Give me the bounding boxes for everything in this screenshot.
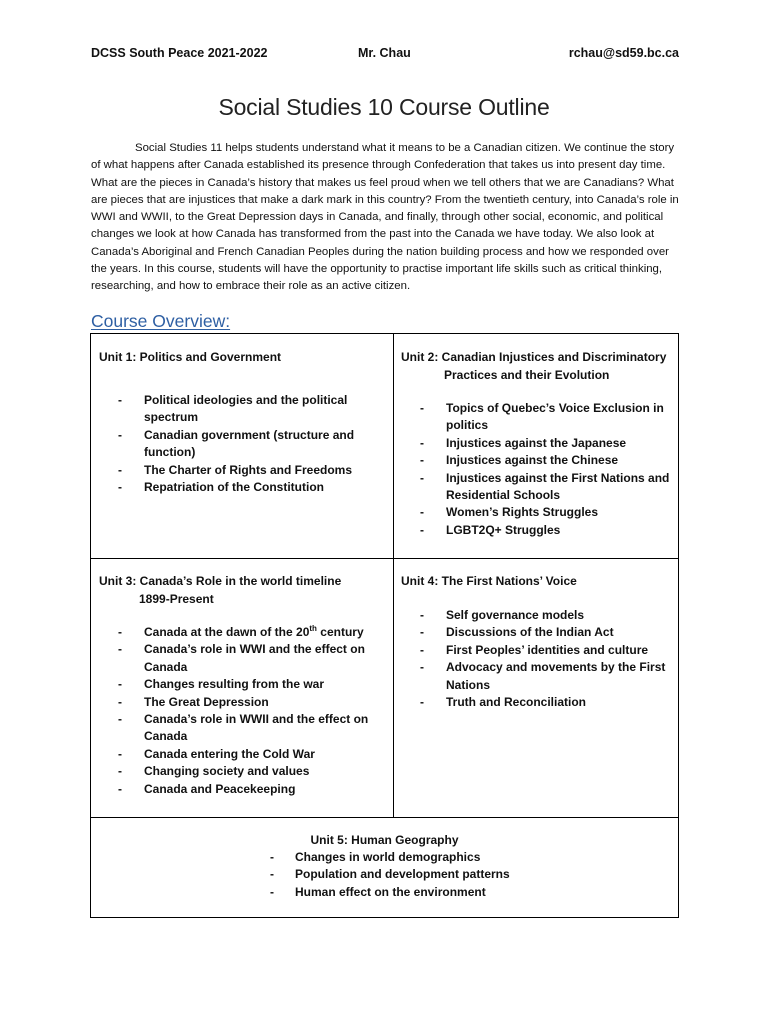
list-item: - Advocacy and movements by the First Nations — [420, 660, 666, 692]
unit-2-title: Unit 2: Canadian Injustices and Discriminatory Practices and their Evolution — [401, 350, 667, 382]
intro-paragraph — [91, 140, 681, 296]
header-email: rchau@sd59.bc.ca — [568, 46, 679, 60]
list-item: - Injustices against the First Nations and Residential Schools — [420, 470, 670, 503]
list-item: - Injustices against the Japanese — [420, 435, 627, 450]
table-divider-horizontal — [91, 817, 678, 818]
unit-1-cell — [99, 348, 389, 496]
list-item: - Discussions of the Indian Act — [420, 625, 614, 640]
table-divider-horizontal — [91, 558, 678, 559]
unit-5-title: Unit 5: Human Geography — [310, 833, 459, 847]
list-item: - LGBT2Q+ Struggles — [420, 522, 561, 537]
course-overview-heading: Course Overview: — [91, 311, 231, 331]
list-item: - Human effect on the environment — [270, 884, 486, 899]
list-item: - Changing society and values — [118, 764, 310, 779]
page-title: Social Studies 10 Course Outline — [218, 94, 550, 120]
list-item: - Canada and Peacekeeping — [118, 781, 296, 796]
list-item: - The Great Depression — [118, 694, 269, 709]
list-item: - Canada’s role in WWI and the effect on Canada — [118, 642, 365, 674]
unit-5-topics — [251, 849, 678, 901]
unit-4-title: Unit 4: The First Nations’ Voice — [401, 574, 577, 588]
header-school: DCSS South Peace 2021-2022 — [91, 46, 268, 60]
unit-1-title: Unit 1: Politics and Government — [99, 350, 282, 364]
table-divider-vertical — [393, 334, 394, 817]
unit-4-cell — [401, 572, 673, 711]
unit-3-title: Unit 3: Canada’s Role in the world timeline 1899-Present — [99, 574, 342, 606]
list-item: - Women’s Rights Struggles — [420, 505, 599, 520]
unit-5-cell — [91, 831, 678, 901]
list-item: - Changes in world demographics — [270, 850, 481, 864]
list-item: - Self governance models — [420, 608, 585, 622]
unit-3-topics — [99, 624, 389, 798]
list-item: - Political ideologies and the political spectrum — [118, 393, 348, 425]
list-item: - The Charter of Rights and Freedoms — [118, 462, 353, 477]
course-overview-table — [90, 333, 679, 918]
unit-2-cell — [401, 348, 673, 539]
list-item: - Topics of Quebec’s Voice Exclusion in politics — [420, 401, 664, 433]
list-item: - Canada at the dawn of the 20th century — [118, 624, 364, 639]
list-item: - Truth and Reconciliation — [420, 695, 587, 710]
list-item: - Injustices against the Chinese — [420, 453, 619, 468]
intro-text: Social Studies 11 helps students understand what it means to be a Canadian citizen. We continue the story of what happens after Canada established its presence through Confederation that takes us into present day time. What are the pieces in Canada’s history that makes us feel proud when we tell others that we are Canadians? What are pieces that are injustices that make a dark mark in this country? From the twentieth century, into Canada’s role in WWI and WWII, to the Great Depression days in Canada, and finally, through other social, economic, and political changes we look at how Canada has transformed from the past into the Canada we have today. We also look at Canada’s Aboriginal and French Canadian Peoples during the nation building process and how we responded over the years. In this course, students will have the opportunity to practise important life skills such as critical thinking, researching, and how to embrace their role as an active citizen. — [91, 142, 679, 293]
list-item: - First Peoples’ identities and culture — [420, 642, 649, 657]
unit-3-cell — [99, 572, 389, 798]
unit-4-topics — [401, 607, 673, 711]
list-item: - Repatriation of the Constitution — [118, 480, 324, 495]
list-item: - Canadian government (structure and function) — [118, 427, 355, 460]
list-item: - Changes resulting from the war — [118, 677, 325, 692]
list-item: - Canada entering the Cold War — [118, 746, 315, 761]
unit-1-topics — [99, 392, 389, 496]
unit-2-topics — [401, 400, 673, 539]
header-teacher: Mr. Chau — [358, 46, 411, 60]
list-item: - Canada’s role in WWII and the effect on Canada — [118, 712, 369, 744]
page-header — [91, 46, 679, 64]
list-item: - Population and development patterns — [270, 867, 510, 882]
